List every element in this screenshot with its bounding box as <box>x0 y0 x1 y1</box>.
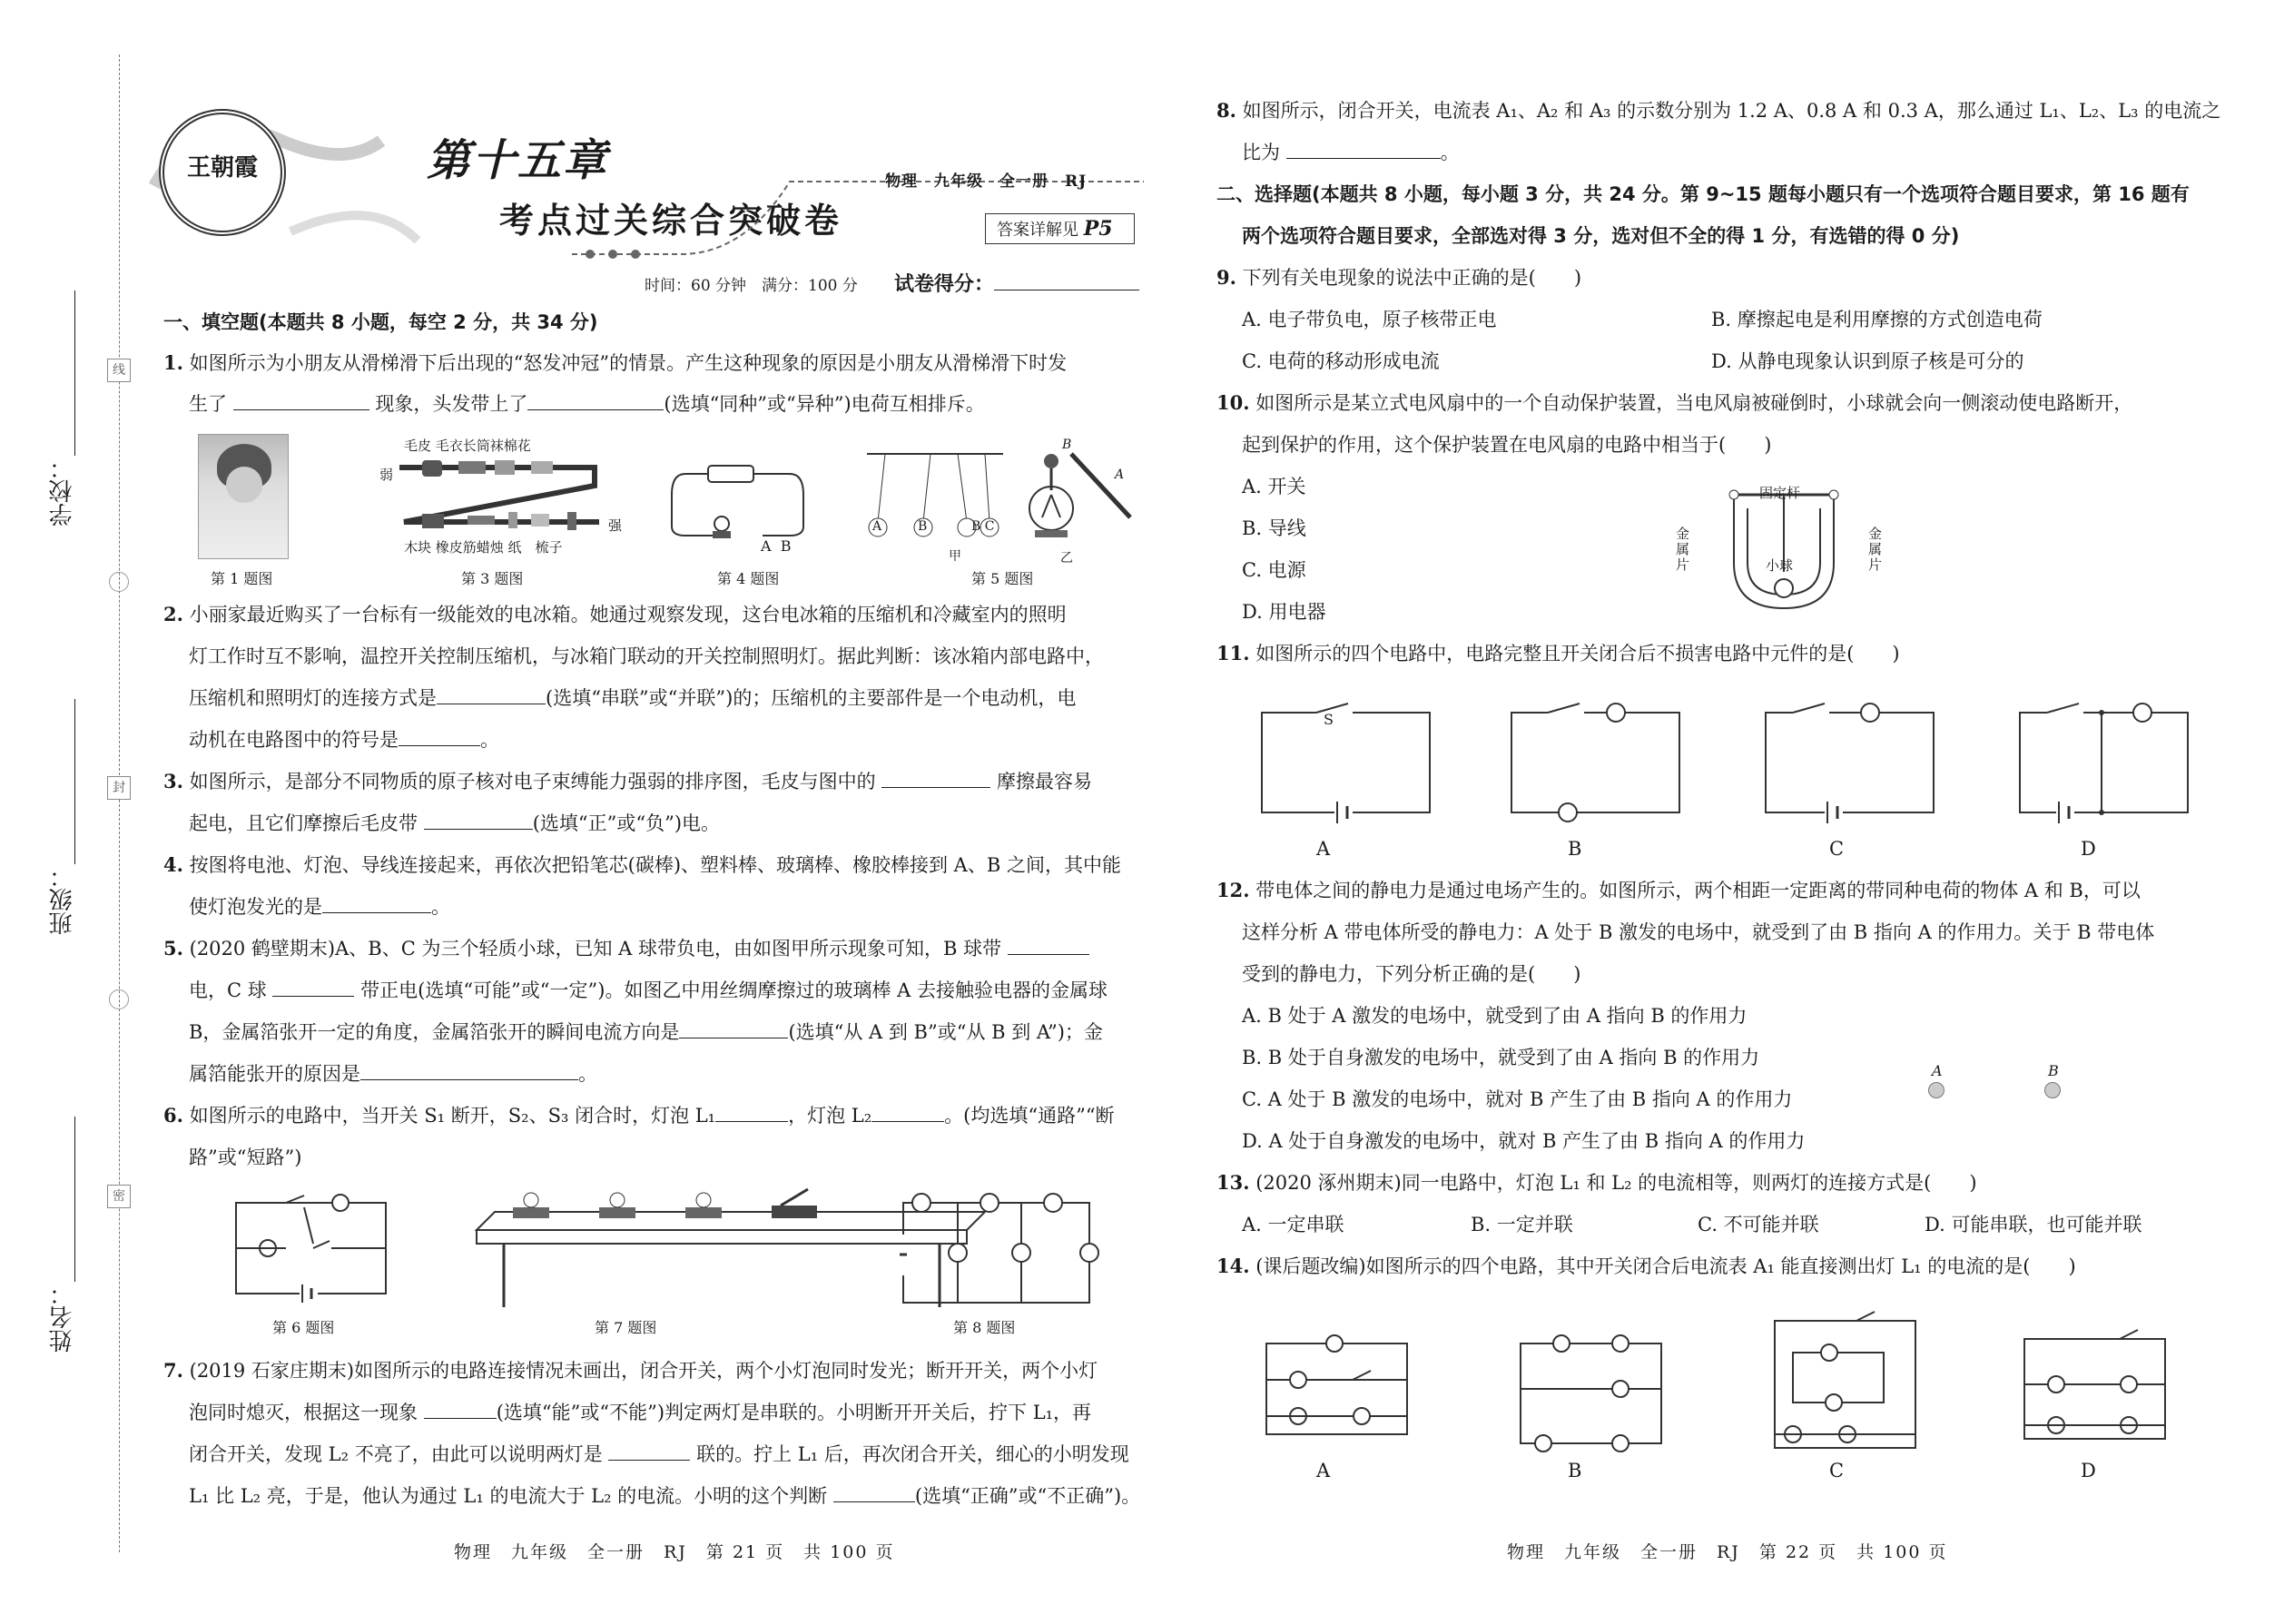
binding-hole-icon <box>109 572 129 592</box>
seal-mark: 封 <box>107 776 131 800</box>
label-a: A B <box>761 537 792 555</box>
option-a[interactable]: A. 开关 <box>1242 476 1306 497</box>
option-c[interactable]: C <box>1829 1460 1845 1481</box>
option-c[interactable]: C. A 处于 B 激发的电场中，就对 B 产生了由 B 指向 A 的作用力 <box>1242 1088 1793 1110</box>
seal-mark: 线 <box>107 359 131 382</box>
option-d[interactable]: D. 从静电现象认识到原子核是可分的 <box>1711 350 2024 372</box>
bulb-circuit-diagram <box>672 458 808 545</box>
rod-label: 固定杆 <box>1759 485 1801 501</box>
cut-line <box>119 54 120 1552</box>
binding-hole-icon <box>109 989 129 1009</box>
page-footer: 物理 九年级 全一册 RJ 第 22 页 共 100 页 <box>1507 1542 1948 1562</box>
answer-blank[interactable] <box>679 1019 788 1038</box>
answer-blank[interactable] <box>437 684 546 704</box>
ball-label: 小球 <box>1766 557 1794 574</box>
answer-blank[interactable] <box>1286 139 1441 159</box>
answer-blank[interactable] <box>881 768 990 788</box>
publisher-logo <box>159 109 286 236</box>
answer-blank[interactable] <box>1008 935 1089 955</box>
figure-caption: 第 5 题图 <box>971 570 1034 587</box>
answer-blank[interactable] <box>871 1102 944 1122</box>
strong-label: 强 <box>608 517 623 534</box>
option-b[interactable]: B. 摩擦起电是利用摩擦的方式创造电荷 <box>1711 309 2043 330</box>
ball-label: A <box>872 519 882 534</box>
option-b[interactable]: B. 导线 <box>1242 517 1306 539</box>
answer-blank[interactable] <box>399 726 480 746</box>
ball-label: A <box>1932 1062 1943 1079</box>
option-a[interactable]: A. 一定串联 <box>1242 1214 1344 1235</box>
ammeter-circuit-c <box>1766 1303 1925 1452</box>
option-b[interactable]: B. 一定并联 <box>1471 1214 1573 1235</box>
score-field[interactable]: 试卷得分： <box>894 269 1139 297</box>
page-footer: 物理 九年级 全一册 RJ 第 21 页 共 100 页 <box>454 1542 895 1562</box>
answer-blank[interactable] <box>424 810 533 830</box>
figure-caption: 第 7 题图 <box>595 1319 657 1336</box>
figure-sublabel: 甲 <box>949 549 961 564</box>
series-label: 毛皮 毛衣长筒袜棉花 <box>404 438 531 454</box>
figure-caption: 第 6 题图 <box>272 1319 335 1336</box>
circuit-option-a <box>1262 704 1434 817</box>
section-title: 一、填空题(本题共 8 小题，每空 2 分，共 34 分) <box>163 311 598 333</box>
answer-ref-box: 答案详解见 P5 <box>985 213 1135 244</box>
figure-sublabel: 乙 <box>1060 551 1073 566</box>
section-title: 二、选择题(本题共 8 小题，每小题 3 分，共 24 分。第 9~15 题每小题只有一个选项符合题目要求，第 16 题有 <box>1216 183 2190 205</box>
option-a[interactable]: A. 电子带负电，原子核带正电 <box>1242 309 1497 330</box>
ammeter-circuit-b <box>1516 1334 1666 1452</box>
option-d[interactable]: D. 用电器 <box>1242 601 1326 623</box>
weak-label: 弱 <box>379 467 394 483</box>
metal-sheet-label: 金属片 <box>1676 526 1690 573</box>
option-c[interactable]: C. 电源 <box>1242 559 1306 581</box>
option-d[interactable]: D. 可能串联，也可能并联 <box>1925 1214 2142 1235</box>
answer-page: P5 <box>1083 217 1113 241</box>
answer-blank[interactable] <box>322 893 431 913</box>
child-photo <box>198 434 289 559</box>
answer-blank[interactable] <box>527 390 664 410</box>
circuit-option-d <box>2020 704 2192 817</box>
logo-text: 王朝霞 <box>186 154 258 182</box>
ammeter-circuit-a <box>1262 1334 1412 1443</box>
answer-blank[interactable] <box>233 390 369 410</box>
seal-mark: 密 <box>107 1185 131 1208</box>
answer-blank[interactable] <box>608 1441 690 1461</box>
answer-blank[interactable] <box>272 977 354 997</box>
rod-label: B <box>1062 438 1072 452</box>
ammeter-circuit-d <box>2020 1330 2170 1448</box>
option-d[interactable]: D <box>2081 838 2096 860</box>
name-field[interactable]: 姓名：______________ <box>49 1117 76 1353</box>
answer-blank[interactable] <box>833 1482 915 1502</box>
metal-sheet-label: 金属片 <box>1868 526 1883 573</box>
option-c[interactable]: C. 电荷的移动形成电流 <box>1242 350 1440 372</box>
book-meta: 物理 九年级 全一册 RJ <box>885 172 1088 191</box>
charged-ball-icon <box>1928 1082 1944 1098</box>
charged-ball-icon <box>2044 1082 2061 1098</box>
school-field[interactable]: 学校：______________ <box>49 290 76 527</box>
electroscope-diagram <box>1026 445 1135 545</box>
option-a[interactable]: A <box>1316 1460 1331 1481</box>
ball-label: B <box>2048 1062 2059 1079</box>
chapter-title: 第十五章 <box>427 135 609 186</box>
figure-caption: 第 1 题图 <box>211 570 273 587</box>
option-d[interactable]: D <box>2081 1460 2096 1481</box>
ball-label: B <box>918 519 928 534</box>
option-d[interactable]: D. A 处于自身激发的电场中，就对 B 产生了由 B 指向 A 的作用力 <box>1242 1130 1806 1152</box>
time-score: 时间：60 分钟 满分：100 分 <box>645 277 858 295</box>
option-a[interactable]: A. B 处于 A 激发的电场中，就受到了由 A 指向 B 的作用力 <box>1242 1005 1748 1027</box>
option-c[interactable]: C. 不可能并联 <box>1698 1214 1819 1235</box>
series-label: 木块 橡皮筋蜡烛 纸 梳子 <box>404 539 563 556</box>
switch-label: S <box>1324 711 1334 728</box>
option-a[interactable]: A <box>1316 838 1331 860</box>
page-title: 考点过关综合突破卷 <box>499 200 843 241</box>
circuit-q6 <box>231 1194 390 1303</box>
ball-label: B C <box>971 519 995 534</box>
figure-caption: 第 4 题图 <box>717 570 780 587</box>
circuit-option-b <box>1511 704 1684 817</box>
option-b[interactable]: B <box>1568 1460 1582 1481</box>
section-subtitle: 两个选项符合题目要求，全部选对得 3 分，选对但不全的得 1 分，有选错的得 0 分) <box>1242 225 1960 247</box>
option-c[interactable]: C <box>1829 838 1845 860</box>
answer-blank[interactable] <box>360 1060 578 1080</box>
rod-label: A <box>1115 468 1125 482</box>
answer-blank[interactable] <box>424 1399 497 1419</box>
option-b[interactable]: B. B 处于自身激发的电场中，就受到了由 A 指向 B 的作用力 <box>1242 1047 1760 1068</box>
figure-caption: 第 8 题图 <box>953 1319 1016 1336</box>
circuit-q8 <box>894 1189 1103 1307</box>
answer-blank[interactable] <box>715 1102 788 1122</box>
class-field[interactable]: 班级：______________ <box>49 699 76 935</box>
figure-caption: 第 3 题图 <box>461 570 524 587</box>
triboelectric-series-diagram <box>395 454 604 536</box>
circuit-option-c <box>1766 704 1938 817</box>
option-b[interactable]: B <box>1568 838 1582 860</box>
